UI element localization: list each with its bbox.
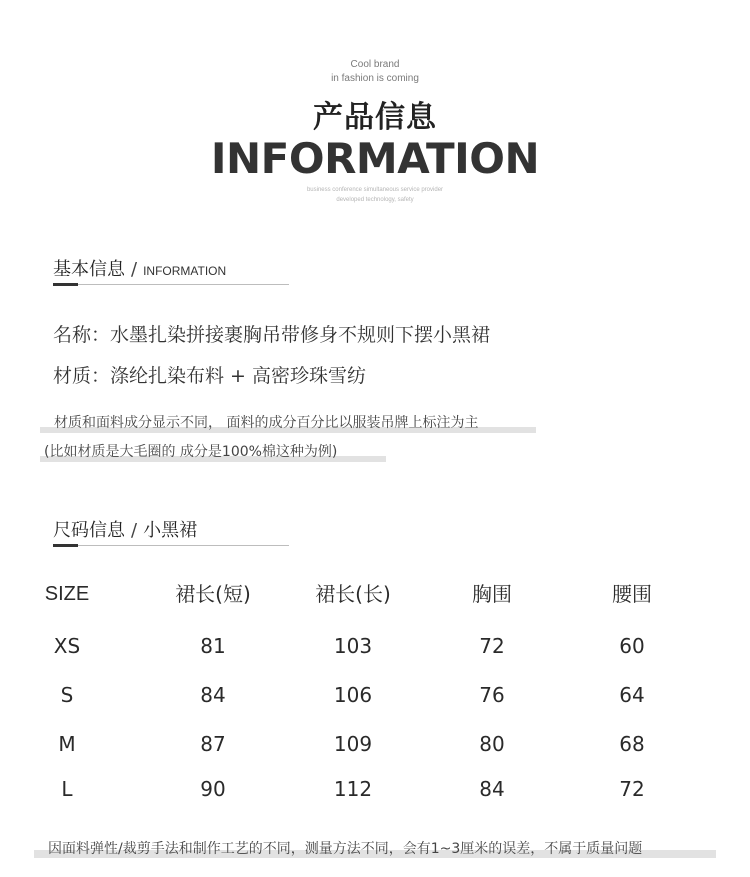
measurement-note: 因面料弹性/裁剪手法和制作工艺的不同，测量方法不同，会有1~3厘米的误差，不属于质量问题 (48, 841, 643, 857)
page-title-en: INFORMATION (210, 134, 540, 183)
table-header-cell: SIZE (44, 583, 90, 605)
table-cell: 64 (619, 683, 645, 707)
table-header-cell: 裙长(长) (315, 582, 391, 606)
table-row (40, 773, 740, 805)
table-header-cell: 胸围 (472, 582, 512, 606)
table-cell-size: S (60, 683, 74, 707)
table-cell: 72 (619, 777, 645, 801)
table-cell-size: L (61, 777, 73, 801)
table-cell: 112 (333, 777, 373, 801)
table-cell: 103 (333, 634, 373, 658)
table-cell: 87 (200, 732, 226, 756)
section-divider (53, 284, 289, 285)
table-row (40, 728, 740, 760)
table-cell: 76 (479, 683, 505, 707)
table-cell: 106 (333, 683, 373, 707)
section-divider-accent (53, 283, 78, 286)
section-title-text: 尺码信息 (53, 520, 125, 541)
table-cell: 84 (479, 777, 505, 801)
material-note-line-1: 材质和面料成分显示不同， 面料的成分百分比以服装吊牌上标注为主 (54, 415, 479, 431)
section-slash: / (131, 520, 138, 541)
table-cell: 90 (200, 777, 226, 801)
table-row (40, 630, 740, 662)
tagline-line-1: Cool brand (350, 59, 400, 70)
table-cell: 84 (200, 683, 226, 707)
tagline-line-2: in fashion is coming (331, 73, 419, 84)
table-header-cell: 裙长(短) (175, 582, 251, 606)
section-title-text: 基本信息 (53, 259, 125, 280)
section-slash: / (131, 259, 138, 280)
table-cell: 68 (619, 732, 645, 756)
section-divider-accent (53, 544, 78, 547)
table-cell: 72 (479, 634, 505, 658)
page-title-cn: 产品信息 (313, 100, 437, 135)
table-header-cell: 腰围 (612, 582, 652, 606)
section-subtitle: 小黑裙 (143, 520, 198, 541)
section-title-size-info (53, 516, 197, 542)
table-row (40, 679, 740, 711)
section-title-basic-info (53, 255, 226, 281)
subtitle-line-2: developed technology, safety (336, 197, 414, 203)
product-name: 名称：水墨扎染拼接裹胸吊带修身不规则下摆小黑裙 (53, 324, 491, 346)
table-cell: 80 (479, 732, 505, 756)
table-header-row (40, 578, 740, 610)
section-subtitle: INFORMATION (143, 264, 227, 278)
table-cell: 81 (200, 634, 226, 658)
product-material: 材质：涤纶扎染布料 + 高密珍珠雪纺 (53, 365, 366, 387)
subtitle-line-1: business conference simultaneous service provider (306, 187, 444, 193)
table-cell-size: XS (53, 634, 81, 658)
table-cell: 109 (333, 732, 373, 756)
section-divider (53, 545, 289, 546)
table-cell: 60 (619, 634, 645, 658)
material-note-line-2: (比如材质是大毛圈的 成分是100%棉这种为例) (44, 444, 338, 460)
table-cell-size: M (58, 732, 76, 756)
